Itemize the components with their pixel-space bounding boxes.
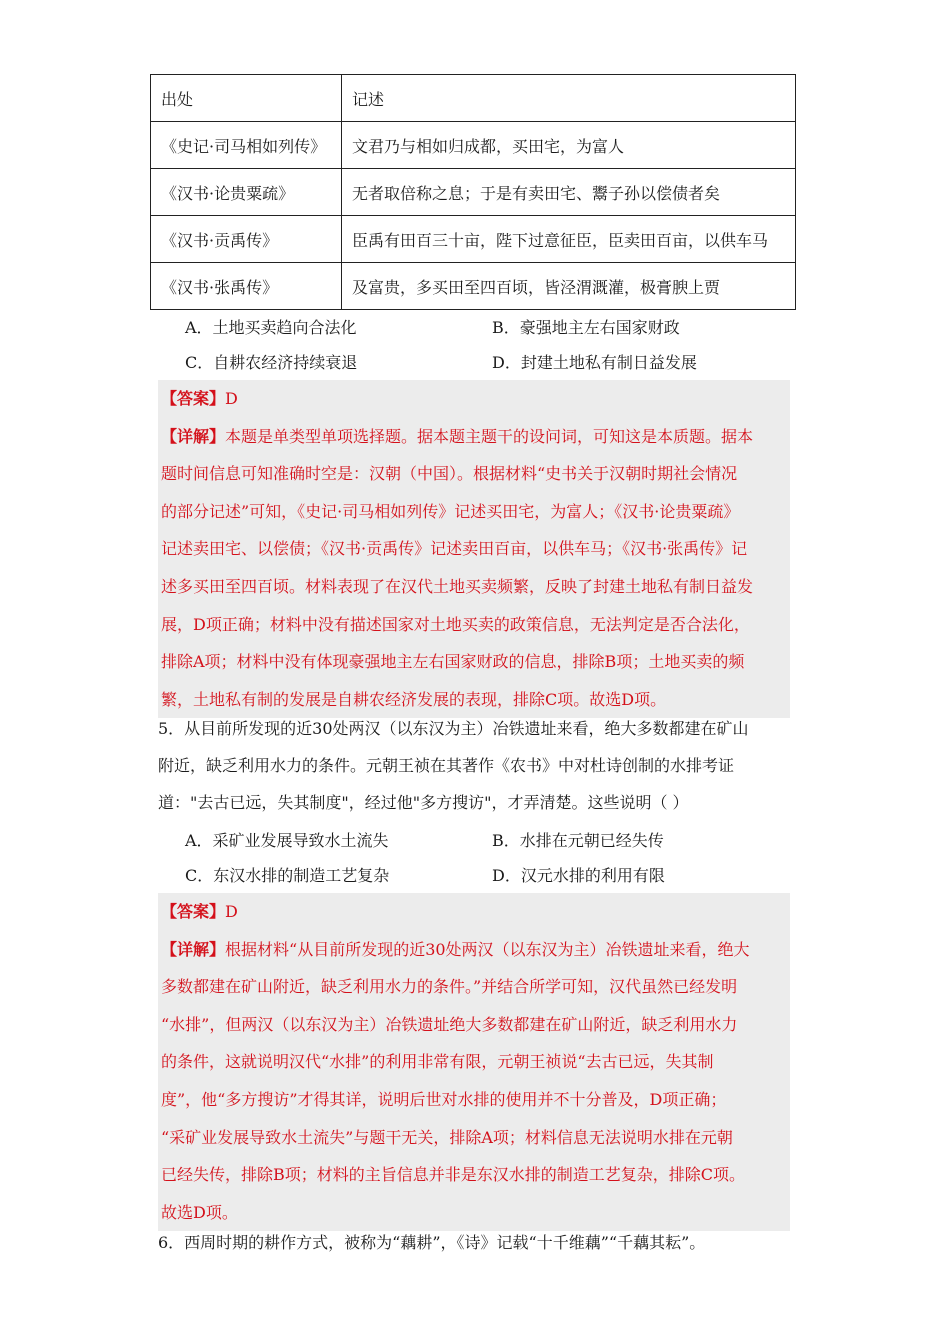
detail-line: 度”，他“多方搜访”才得其详，说明后世对水排的使用并不十分普及，D项正确； xyxy=(161,1089,727,1109)
table-row xyxy=(151,122,796,169)
stem-line: 附近，缺乏利用水力的条件。元朝王祯在其著作《农书》中对杜诗创制的水排考证 xyxy=(158,756,735,775)
detail-line: 述多买田至四百顷。材料表现了在汉代土地买卖频繁，反映了封建土地私有制日益发 xyxy=(161,576,754,596)
detail-tag: 【详解】 xyxy=(161,426,226,446)
q5-option-d: D．汉元水排的利用有限 xyxy=(492,866,665,885)
table-header-cell: 出处 xyxy=(151,75,342,122)
detail-tag: 【详解】 xyxy=(161,939,226,959)
q5-answer-block xyxy=(158,893,790,1231)
source-table xyxy=(150,74,796,310)
q6-stem xyxy=(158,1224,798,1261)
detail-line: 的部分记述”可知，《史记·司马相如列传》记述买田宅，为富人；《汉书·论贵粟疏》 xyxy=(161,501,740,521)
q5-option-c: C．东汉水排的制造工艺复杂 xyxy=(185,866,390,885)
table-cell-source: 《汉书·论贵粟疏》 xyxy=(151,169,342,216)
table-row xyxy=(151,216,796,263)
q4-option-b: B．豪强地主左右国家财政 xyxy=(492,318,680,337)
stem-line: 6．西周时期的耕作方式，被称为“藕耕”，《诗》记载“十千维藕”“千藕其耘”。 xyxy=(158,1233,706,1252)
detail-line: 题时间信息可知准确时空是：汉朝（中国）。根据材料“史书关于汉朝时期社会情况 xyxy=(161,464,738,484)
detail-line: 故选D项。 xyxy=(161,1202,238,1222)
stem-line: 道："去古已远，失其制度"，经过他"多方搜访"，才弄清楚。这些说明（ ） xyxy=(158,793,689,812)
detail-line: 排除A项；材料中没有体现豪强地主左右国家财政的信息，排除B项；土地买卖的频 xyxy=(161,652,745,672)
q5-option-b: B．水排在元朝已经失传 xyxy=(492,831,664,850)
q5-option-a: A．采矿业发展导致水土流失 xyxy=(185,831,389,850)
answer-tag: 【答案】 xyxy=(161,902,226,921)
q4-option-d: D．封建土地私有制日益发展 xyxy=(492,353,697,372)
table-cell-record: 无者取倍称之息；于是有卖田宅、鬻子孙以偿债者矣 xyxy=(342,169,796,216)
detail-line: 本题是单类型单项选择题。据本题主题干的设问词，可知这是本质题。据本 xyxy=(225,426,754,446)
answer-tag: 【答案】 xyxy=(161,389,226,408)
detail-line: 记述卖田宅、以偿债；《汉书·贡禹传》记述卖田百亩，以供车马；《汉书·张禹传》记 xyxy=(161,539,748,559)
answer-value: D xyxy=(225,902,238,921)
detail-line: “水排”，但两汉（以东汉为主）冶铁遗址绝大多数都建在矿山附近，缺乏利用水力 xyxy=(161,1014,738,1034)
table-row xyxy=(151,169,796,216)
q4-answer-block xyxy=(158,380,790,718)
table-row xyxy=(151,263,796,310)
q5-options xyxy=(185,822,825,892)
table-cell-source: 《汉书·张禹传》 xyxy=(151,263,342,310)
table-cell-record: 臣禹有田百三十亩，陛下过意征臣，臣卖田百亩，以供车马 xyxy=(342,216,796,263)
q4-option-a: A．土地买卖趋向合法化 xyxy=(185,318,357,337)
table-cell-source: 《史记·司马相如列传》 xyxy=(151,122,342,169)
detail-line: “采矿业发展导致水土流失”与题干无关，排除A项；材料信息无法说明水排在元朝 xyxy=(161,1127,733,1147)
detail-line: 繁，土地私有制的发展是自耕农经济发展的表现，排除C项。故选D项。 xyxy=(161,689,667,709)
stem-line: 5．从目前所发现的近30处两汉（以东汉为主）冶铁遗址来看，绝大多数都建在矿山 xyxy=(158,719,749,738)
detail-line: 根据材料“从目前所发现的近30处两汉（以东汉为主）冶铁遗址来看，绝大 xyxy=(225,939,750,959)
answer-value: D xyxy=(225,389,238,408)
q4-option-c: C．自耕农经济持续衰退 xyxy=(185,353,358,372)
q5-stem xyxy=(158,710,798,821)
detail-line: 的条件，这就说明汉代“水排”的利用非常有限，元朝王祯说“去古已远，失其制 xyxy=(161,1052,714,1072)
table-header-row xyxy=(151,75,796,122)
detail-line: 已经失传，排除B项；材料的主旨信息并非是东汉水排的制造工艺复杂，排除C项。 xyxy=(161,1165,746,1185)
q4-options xyxy=(185,309,825,379)
table-cell-record: 文君乃与相如归成都，买田宅，为富人 xyxy=(342,122,796,169)
table-cell-record: 及富贵，多买田至四百顷，皆泾渭溉灌，极膏腴上贾 xyxy=(342,263,796,310)
detail-line: 展，D项正确；材料中没有描述国家对土地买卖的政策信息，无法判定是否合法化， xyxy=(161,614,750,634)
table-header-cell: 记述 xyxy=(342,75,796,122)
detail-line: 多数都建在矿山附近，缺乏利用水力的条件。”并结合所学可知，汉代虽然已经发明 xyxy=(161,977,738,997)
table-cell-source: 《汉书·贡禹传》 xyxy=(151,216,342,263)
